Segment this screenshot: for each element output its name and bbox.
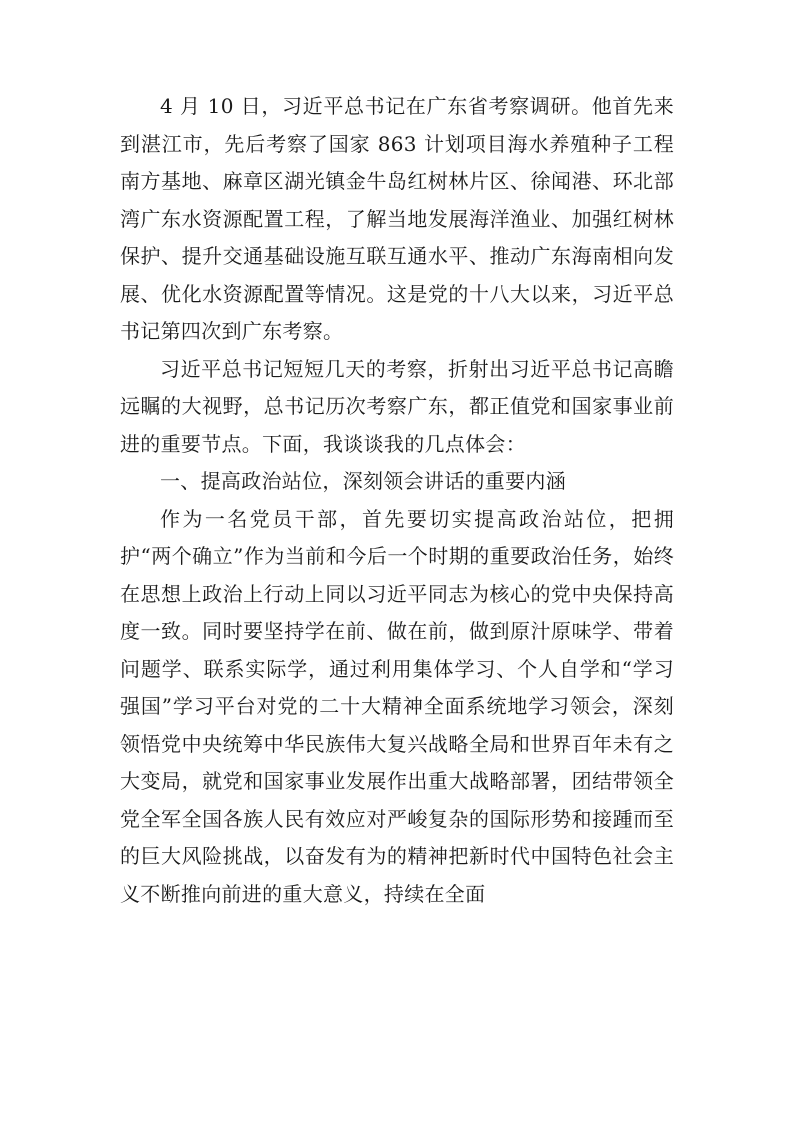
document-body (120, 88, 674, 913)
paragraph-reflection: 习近平总书记短短几天的考察，折射出习近平总书记高瞻远瞩的大视野，总书记历次考察广东，都正值党和国家事业前进的重要节点。下面，我谈谈我的几点体会： (120, 356, 674, 456)
paragraph-section-1-body: 作为一名党员干部，首先要切实提高政治站位，把拥护“两个确立”作为当前和今后一个时期的重要政治任务，始终在思想上政治上行动上同以习近平同志为核心的党中央保持高度一致。同时要坚持学在前、做在前，做到原汁原味学、带着问题学、联系实际学，通过利用集体学习、个人自学和“学习强国”学习平台对党的二十大精神全面系统地学习领会，深刻领悟党中央统筹中华民族伟大复兴战略全局和世界百年未有之大变局，就党和国家事业发展作出重大战略部署，团结带领全党全军全国各族人民有效应对严峻复杂的国际形势和接踵而至的巨大风险挑战，以奋发有为的精神把新时代中国特色社会主义不断推向前进的重大意义，持续在全面 (120, 506, 674, 906)
paragraph-intro: 4 月 10 日，习近平总书记在广东省考察调研。他首先来到湛江市，先后考察了国家 863 计划项目海水养殖种子工程南方基地、麻章区湖光镇金牛岛红树林片区、徐闻港、环北部湾广东水资源配置工程，了解当地发展海洋渔业、加强红树林保护、提升交通基础设施互联互通水平、推动广东海南相向发展、优化水资源配置等情况。这是党的十八大以来，习近平总书记第四次到广东考察。 (120, 94, 674, 343)
section-heading-1: 一、提高政治站位，深刻领会讲话的重要内涵 (160, 469, 566, 493)
